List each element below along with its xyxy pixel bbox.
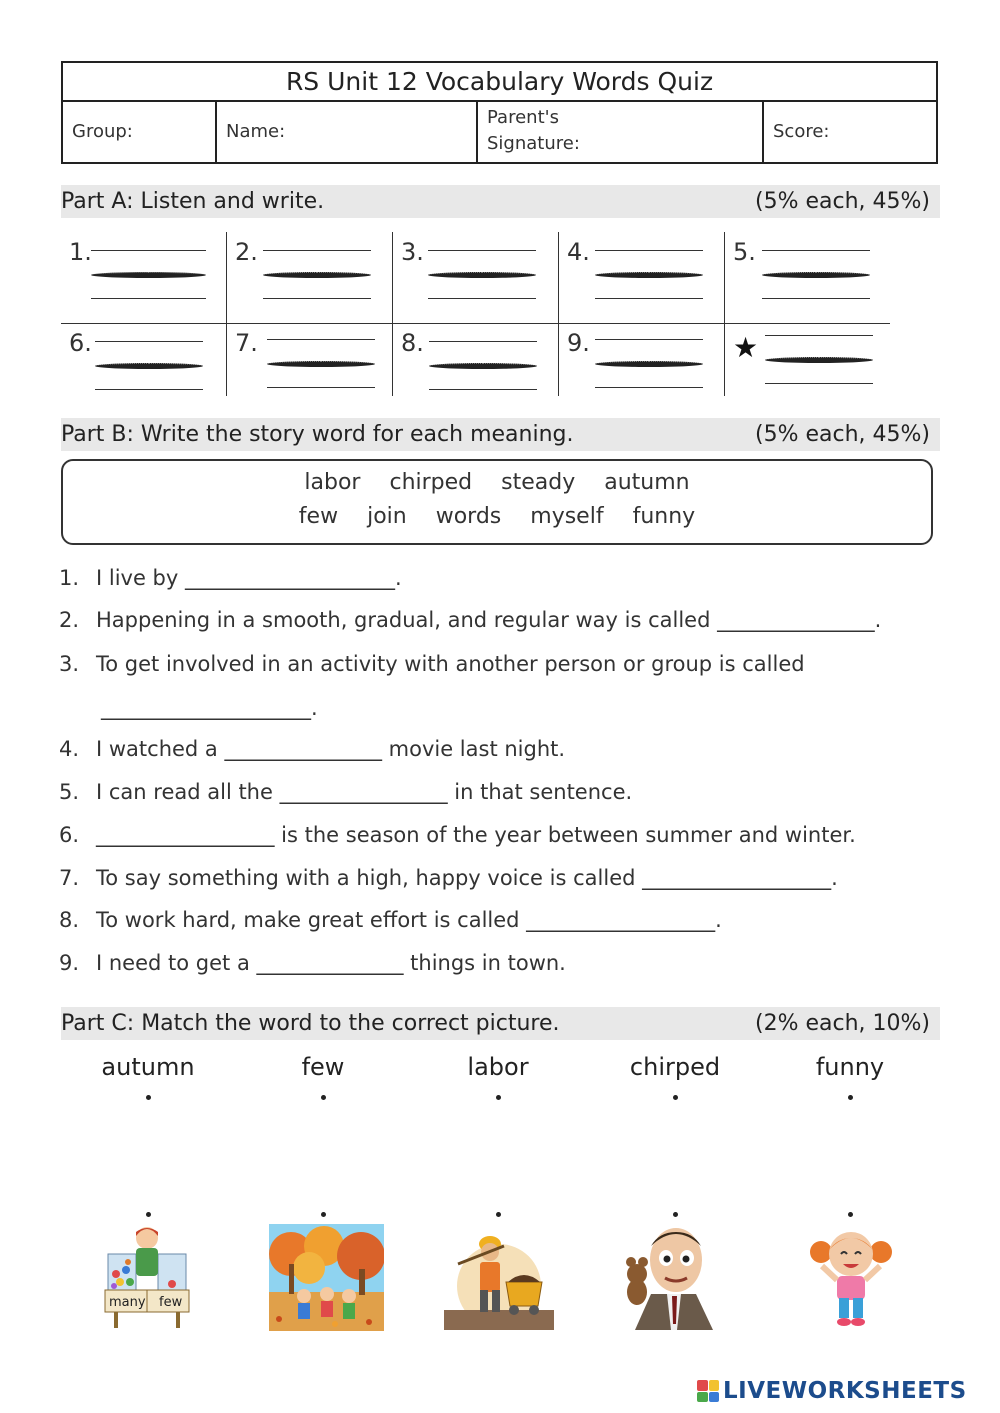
answer-cell-bonus[interactable] [725,325,890,400]
question-5[interactable]: 5. I can read all the ________________ in that sentence. [59,780,633,804]
match-dot-word-5[interactable] [848,1095,853,1100]
grid-divider [61,323,890,324]
question-2[interactable]: 2. Happening in a smooth, gradual, and regular way is called _______________. [59,608,882,632]
answer-cell-2[interactable]: 2. [227,234,392,309]
match-dot-word-3[interactable] [496,1095,501,1100]
question-3[interactable]: 3. To get involved in an activity with another person or group is called [59,652,805,676]
few-label: few [159,1295,183,1310]
match-dot-word-1[interactable] [146,1095,151,1100]
part-c-title: Part C: Match the word to the correct picture. [61,1011,560,1036]
part-c-points: (2% each, 10%) [754,1011,930,1036]
bank-word: chirped [389,470,473,495]
answer-cell-1[interactable]: 1. [61,234,226,309]
match-dot-picture-1[interactable] [146,1212,151,1217]
question-9[interactable]: 9. I need to get a ______________ things in town. [59,951,566,975]
part-c-heading [61,1007,940,1040]
match-word-labor: labor [467,1053,529,1081]
match-dot-picture-3[interactable] [496,1212,501,1217]
header-table [61,61,938,164]
match-word-funny: funny [815,1053,885,1081]
match-word-chirped: chirped [629,1053,721,1081]
name-field[interactable]: Name: [215,100,476,162]
match-word-few: few [301,1053,345,1081]
question-7[interactable]: 7. To say something with a high, happy voice is called __________________. [59,866,838,890]
answer-cell-5[interactable]: 5. [725,234,890,309]
part-a-title: Part A: Listen and write. [61,189,325,214]
question-8[interactable]: 8. To work hard, make great effort is called __________________. [59,908,722,932]
picture-autumn [269,1224,384,1331]
answer-cell-3[interactable]: 3. [393,234,558,309]
picture-many-few [100,1224,195,1329]
part-a-heading [61,185,940,218]
word-bank-row [63,504,931,529]
answer-cell-8[interactable]: 8. [393,325,558,400]
star-icon: ★ [733,331,759,364]
match-dot-word-4[interactable] [673,1095,678,1100]
part-b-points: (5% each, 45%) [754,422,930,447]
word-bank-row [63,470,931,495]
part-b-heading [61,418,940,451]
bank-word: labor [304,470,361,495]
match-dot-picture-2[interactable] [321,1212,326,1217]
quiz-title: RS Unit 12 Vocabulary Words Quiz [63,63,936,102]
match-dot-word-2[interactable] [321,1095,326,1100]
match-word-autumn: autumn [101,1053,195,1081]
liveworksheets-logo: LIVEWORKSHEETS [697,1378,967,1404]
question-1[interactable]: 1. I live by ____________________. [59,566,402,590]
bank-word: myself [530,504,604,529]
picture-happy-girl [808,1226,894,1330]
score-field[interactable]: Score: [762,100,936,162]
part-a-points: (5% each, 45%) [754,189,930,214]
word-bank [61,459,933,545]
bank-word: few [298,504,339,529]
parent-signature-field[interactable]: Parent's Signature: [476,100,762,162]
bank-word: words [435,504,502,529]
answer-cell-4[interactable]: 4. [559,234,724,309]
liveworksheets-logo-icon [697,1380,719,1402]
picture-labor [444,1224,554,1330]
bank-word: autumn [604,470,690,495]
question-3-blank[interactable]: ____________________. [101,696,318,720]
bank-word: join [367,504,407,529]
answer-cell-6[interactable]: 6. [61,325,226,400]
match-dot-picture-5[interactable] [848,1212,853,1217]
answer-cell-9[interactable]: 9. [559,325,724,400]
picture-funny-man [621,1224,726,1330]
bank-word: funny [632,504,696,529]
bank-word: steady [501,470,576,495]
match-dot-picture-4[interactable] [673,1212,678,1217]
question-6[interactable]: 6. _________________ is the season of the year between summer and winter. [59,823,856,847]
question-4[interactable]: 4. I watched a _______________ movie last night. [59,737,566,761]
answer-cell-7[interactable]: 7. [227,325,392,400]
part-b-title: Part B: Write the story word for each meaning. [61,422,574,447]
many-label: many [109,1295,146,1310]
group-field[interactable]: Group: [72,120,133,142]
